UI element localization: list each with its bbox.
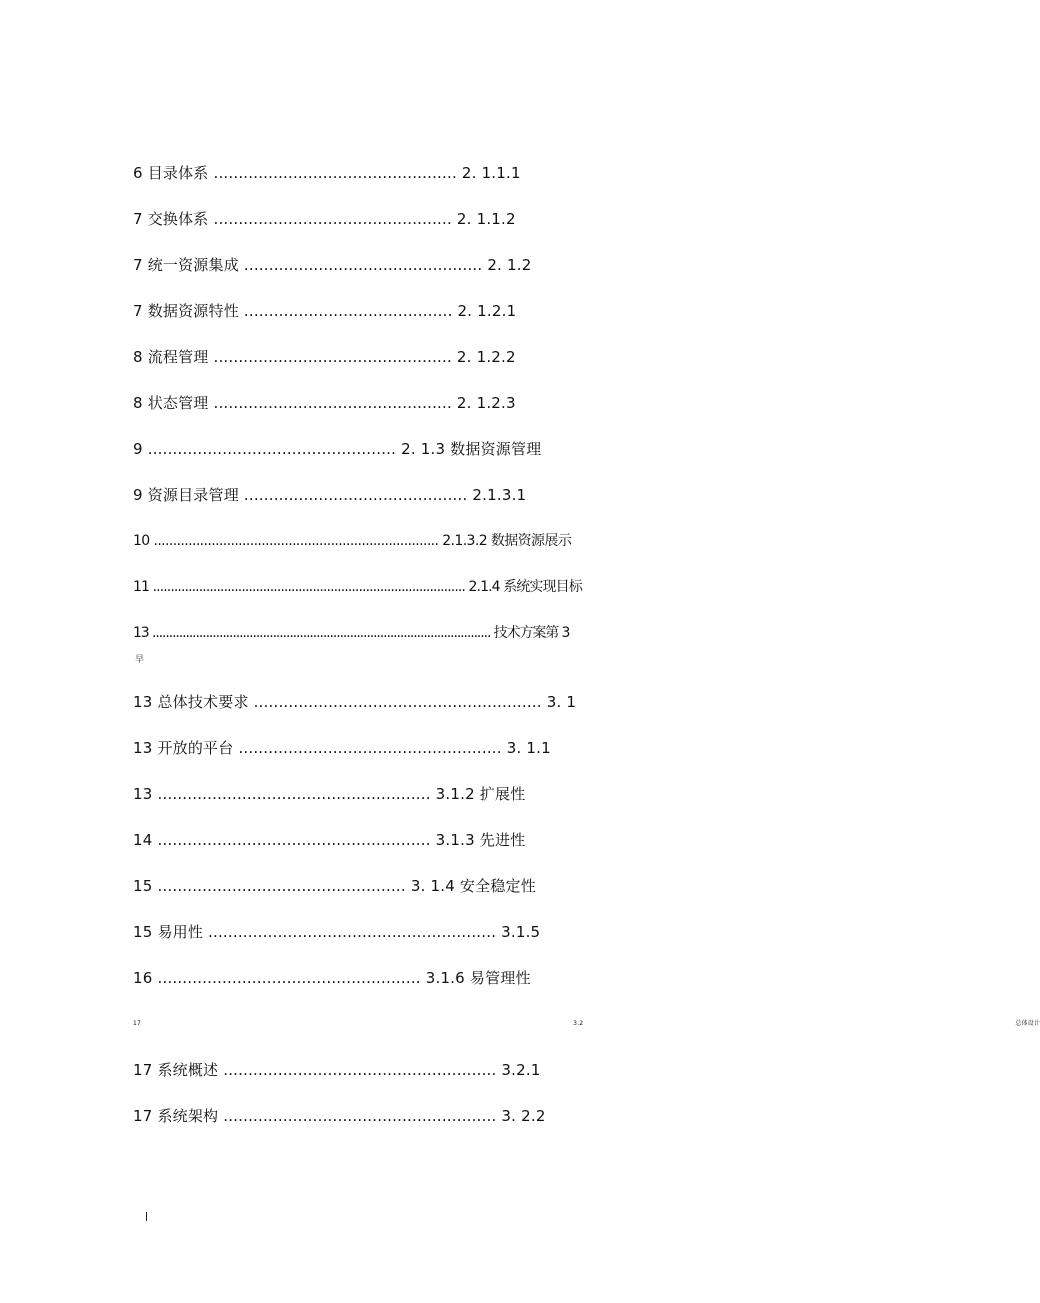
toc-entry-text: 6 目录体系 ................................................. 2. 1.1.1: [133, 164, 521, 182]
toc-entry-text: 15 易用性 .......................................................... 3.1.5: [133, 923, 541, 941]
toc-entry: [133, 922, 540, 942]
toc-entry: [133, 209, 516, 229]
toc-entry-text: 16 ..................................................... 3.1.6 易管理性: [133, 969, 531, 987]
toc-entry: [133, 577, 582, 597]
toc-entry-text: 14 ....................................................... 3.1.3 先进性: [133, 831, 526, 849]
toc-entry-text: 7 统一资源集成 ................................................ 2. 1.2: [133, 256, 532, 274]
toc-entry: [133, 623, 569, 643]
toc-entry: [133, 1106, 546, 1126]
toc-entry-text: 13 ..................................................................................................... 技术方案第 3: [133, 625, 570, 641]
toc-entry: [133, 163, 521, 183]
toc-entry: [133, 301, 516, 321]
toc-entry: [133, 393, 516, 413]
toc-entry: [133, 1060, 541, 1080]
toc-entry-text: 7 交换体系 ................................................ 2. 1.1.2: [133, 210, 516, 228]
toc-entry-text: 15 .................................................. 3. 1.4 安全稳定性: [133, 877, 536, 895]
toc-entry: [133, 485, 526, 505]
toc-entry-text: 17 系统概述 ....................................................... 3.2.1: [133, 1061, 541, 1079]
toc-entry: [133, 347, 516, 367]
toc-entry: [133, 255, 531, 275]
toc-entry-text: 8 状态管理 ................................................ 2. 1.2.3: [133, 394, 516, 412]
toc-entry-text: 13 ....................................................... 3.1.2 扩展性: [133, 785, 526, 803]
toc-entry-text: 8 流程管理 ................................................ 2. 1.2.2: [133, 348, 516, 366]
toc-wrapped-char: 早: [135, 655, 145, 665]
toc-entry-text: 11 ........................................................................................ 2.1.4 系统实现目标: [133, 579, 582, 595]
toc-entry-text: 9 资源目录管理 ............................................. 2.1.3.1: [133, 486, 527, 504]
toc-entry-text: 7 数据资源特性 .......................................... 2. 1.2.1: [133, 302, 517, 320]
toc-entry-text: 13 总体技术要求 .......................................................... 3. 1: [133, 693, 577, 711]
toc-entry: [133, 531, 571, 551]
toc-entry: [133, 1014, 1040, 1034]
toc-entry: [133, 784, 525, 804]
toc-entry: [133, 692, 576, 712]
toc-entry-text: 9 .................................................. 2. 1.3 数据资源管理: [133, 440, 542, 458]
toc-entry: [133, 439, 541, 459]
toc-entry: [133, 968, 531, 988]
toc-entry-text: 17 系统架构 ....................................................... 3. 2.2: [133, 1107, 546, 1125]
toc-entry-text: 13 开放的平台 ..................................................... 3. 1.1: [133, 739, 551, 757]
toc-entry: [133, 738, 551, 758]
page-footer-mark: [146, 1212, 147, 1221]
toc-entry-text: 10 .......................................................................... 2.1.3.2 数据资源展示: [133, 533, 572, 549]
toc-entry: [133, 830, 525, 850]
toc-entry: [133, 876, 536, 896]
toc-entry-text: 17 3.2 总体设计: [133, 1020, 1040, 1027]
